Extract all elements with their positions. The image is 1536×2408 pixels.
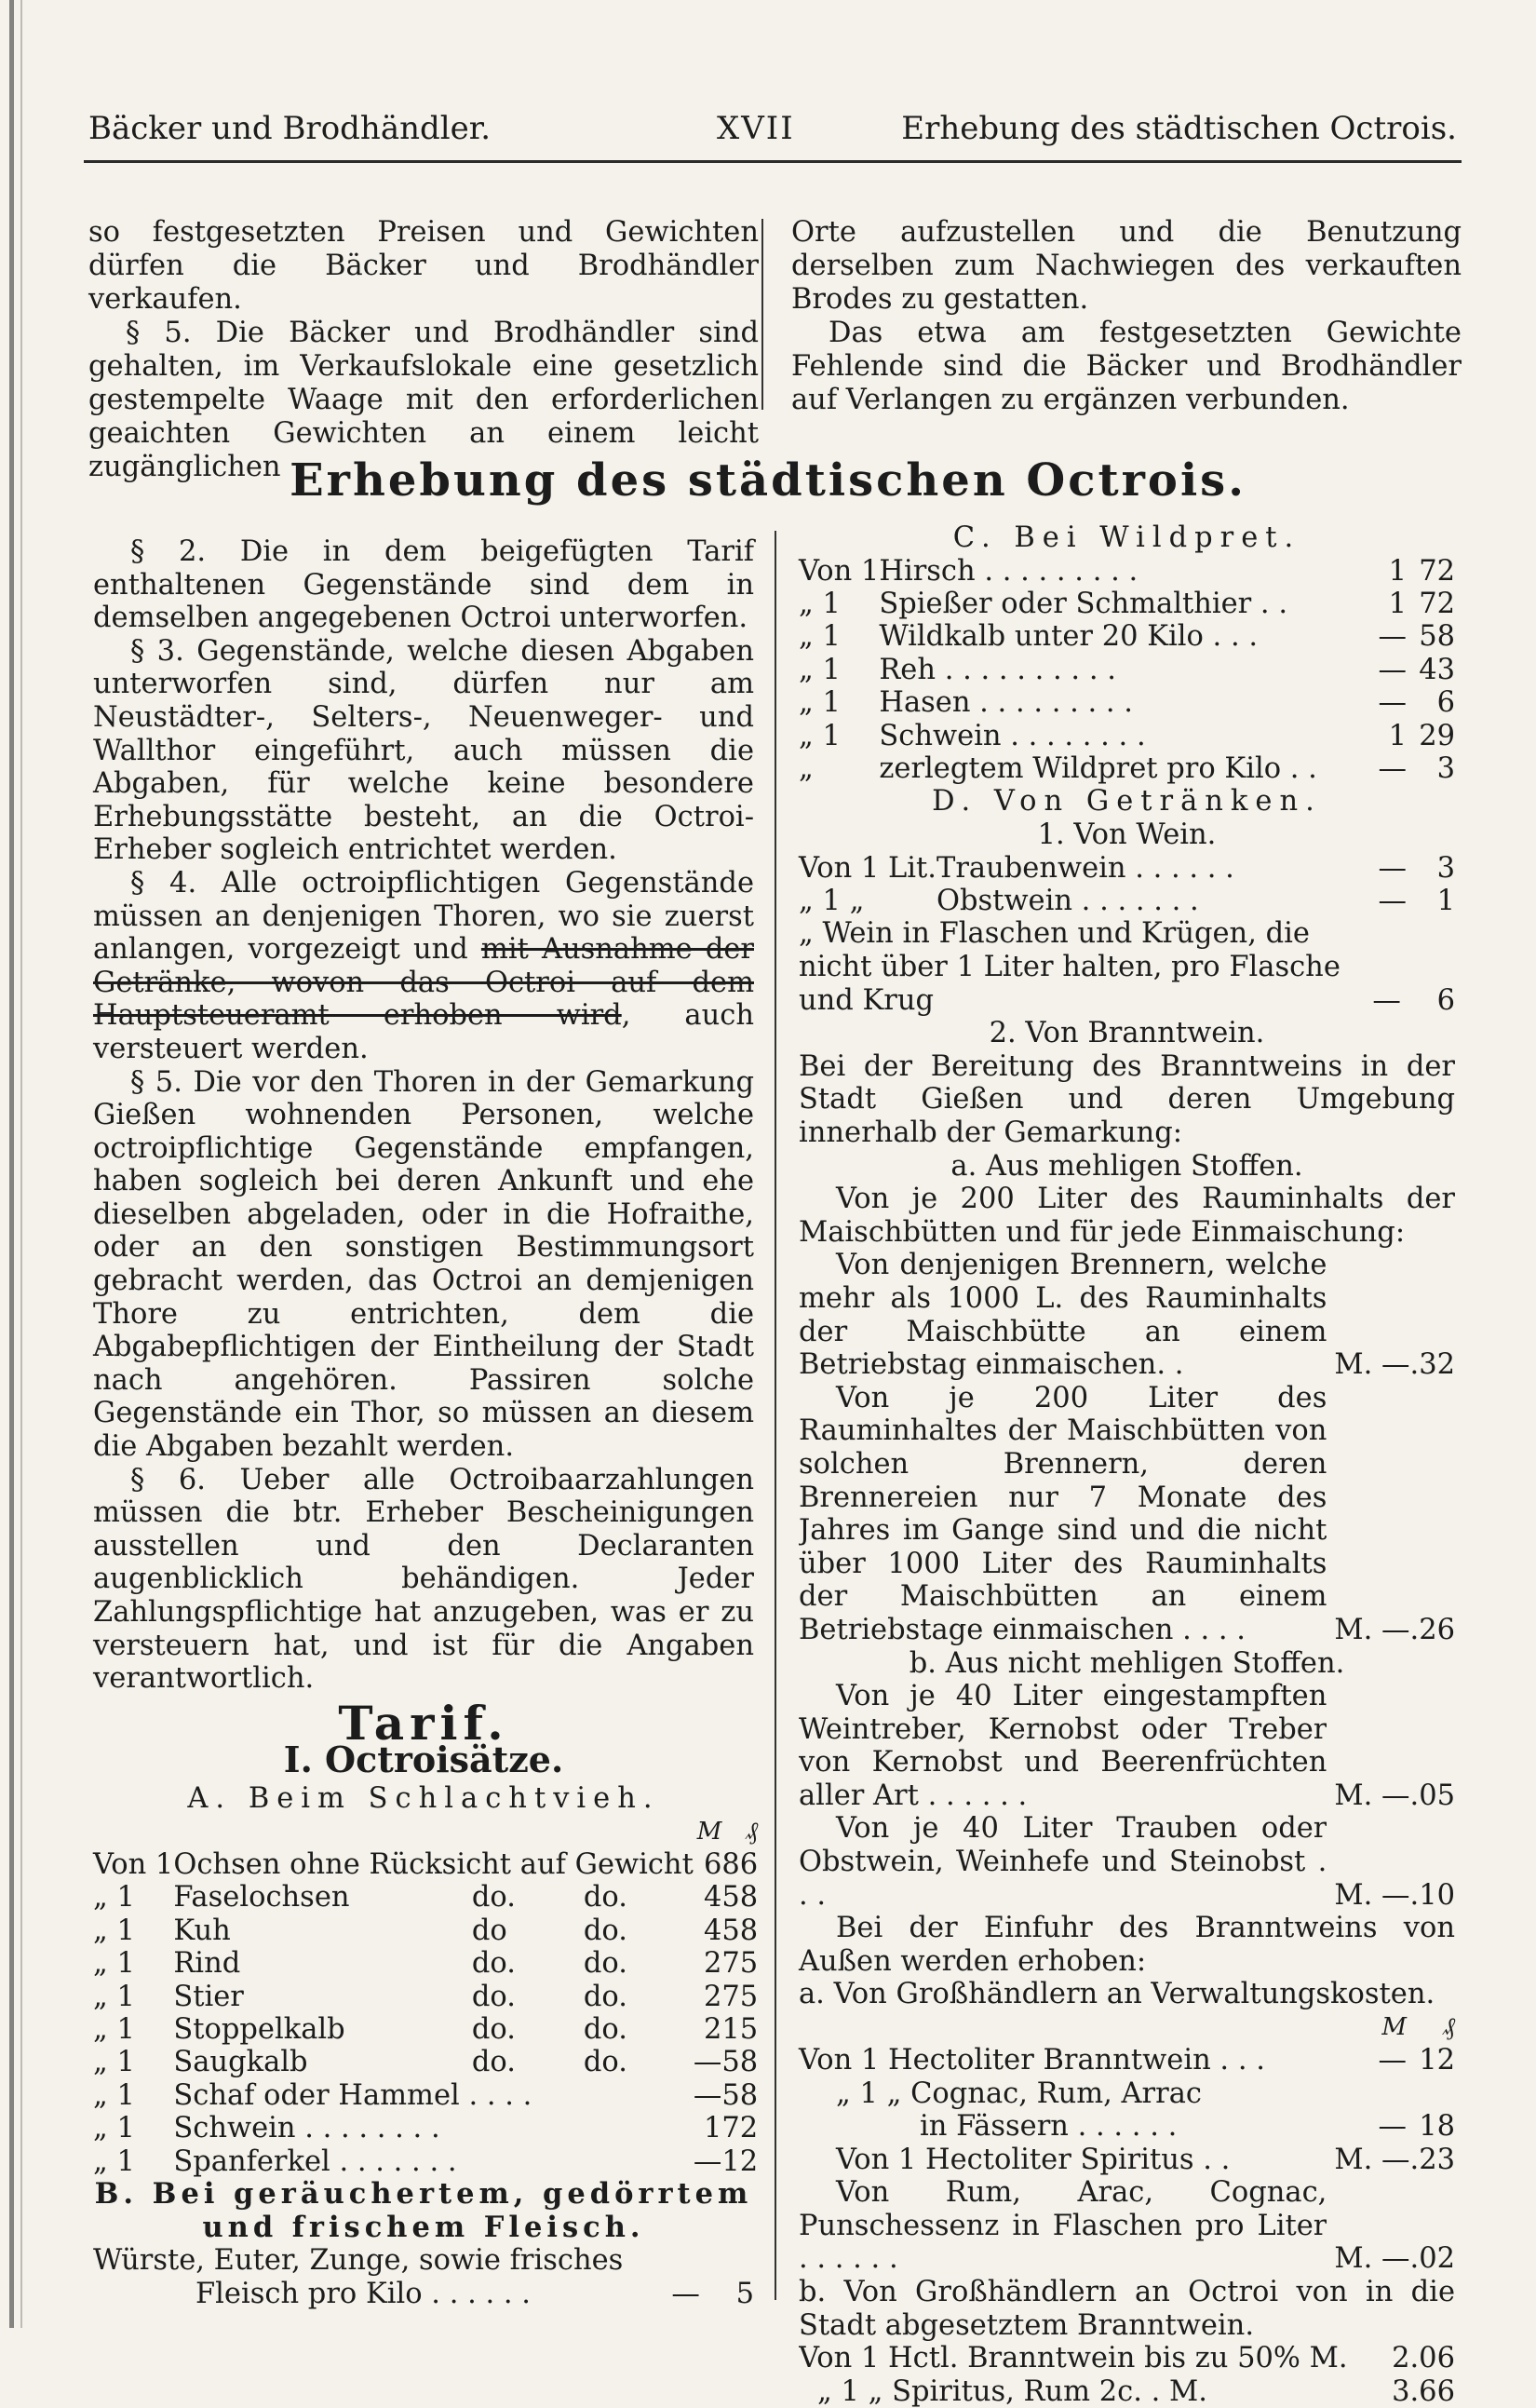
paragraph-3: § 3. Gegenstände, welche diesen Abgaben unterworfen sind, dürfen nur am Neustädter-, Selters-, Neuenweger- und Wallthor eingeführt, auch müssen die Abgaben, für welche keine besondere Erhebungsstätte besteht, an die Octroi-Erheber sogleich entrichtet werden. (93, 634, 754, 867)
header-rule (84, 160, 1462, 163)
scan-edge (9, 0, 14, 2328)
unit-row (93, 1816, 758, 1848)
table-row: „ 1 Wildkalb unter 20 Kilo . . . — 58 (799, 620, 1455, 654)
flour-p2-row: Von denjenigen Brennern, welche mehr als 1000 L. des Rauminhalts der Maischbütte an einem Betriebstag einmaischen. . M. —.32 (799, 1249, 1455, 1382)
continuation-left-p2: § 5. Die Bäcker und Brodhändler sind gehalten, im Verkaufslokale eine gesetzlich gestempelte Waage mit den erforderlichen geaichten Gewichten an einem leicht zugänglichen (88, 317, 759, 483)
paragraph-4-part-b: , auch versteuert werden. (93, 999, 754, 1065)
section-d-heading: D. Von Getränken. (932, 785, 1322, 818)
unit-row (799, 2011, 1455, 2044)
unit-mark: M (1381, 2013, 1407, 2042)
table-row: „ 1 Faselochsen do. do. 4 58 (93, 1881, 759, 1914)
tarif-title: Tarif. (338, 1695, 509, 1751)
table-row: „ 1 „ Obstwein . . . . . . . — 1 (799, 885, 1455, 918)
table-row: „ 1 Spanferkel . . . . . . . — 12 (93, 2144, 759, 2178)
continuation-right-p1: Orte aufzustellen und die Benutzung derselben zum Nachwiegen des verkauften Brodes zu gestatten. (791, 216, 1462, 316)
table-row: Von 1 Lit. Traubenwein . . . . . . — 3 (799, 851, 1455, 885)
paragraph-4-part-a: § 4. Alle octroipflichtigen Gegenstände müssen an denjenigen Thoren, wo sie zuerst anlangen, vorgezeigt und (93, 866, 754, 967)
wine-bottle-row: „ Wein in Flaschen und Krügen, die nicht über 1 Liter halten, pro Flasche und Krug — 6 (799, 917, 1455, 1017)
paragraph-2: § 2. Die in dem beigefügten Tarif enthaltenen Gegenstände sind dem in demselben angegebenen Octroi unterworfen. (93, 535, 754, 635)
tarif-subtitle: I. Octroisätze. (283, 1738, 564, 1781)
import-b-heading: b. Von Großhändlern an Octroi von in die Stadt abgesetztem Branntwein. (799, 2276, 1455, 2342)
continuation-right (791, 216, 1462, 417)
spiritus-row: Von 1 Hectoliter Spiritus . . M. —.23 (836, 2143, 1455, 2176)
octroi-row-1: Von 1 Hctl. Branntwein bis zu 50% M. 2.06 (799, 2342, 1455, 2375)
scan-edge-inner (20, 0, 22, 2328)
wildpret-table (799, 555, 1455, 786)
column-divider (775, 531, 776, 2300)
nonflour-heading: b. Aus nicht mehligen Stoffen. (909, 1646, 1345, 1680)
paragraph-5: § 5. Die vor den Thoren in der Gemarkung Gießen wohnenden Personen, welche octroipflichtige Gegenstände empfangen, haben sogleich bei deren Ankunft und ehe dieselben abgeladen, oder in die Hofraithe, oder an den sonstigen Bestimmungsort gebracht werden, das Octroi an demjenigen Thore zu entrichten, dem die Abgabepflichtigen der Eintheilung der Stadt nach angehören. Passiren solche Gegenstände ein Thor, so müssen an diesem die Abgaben bezahlt werden. (93, 1065, 754, 1464)
right-column (799, 521, 1455, 2408)
table-row: „ 1 Hasen . . . . . . . . . — 6 (799, 686, 1455, 720)
paragraph-6: § 6. Ueber alle Octroibaarzahlungen müssen die btr. Erheber Bescheinigungen ausstellen und den Declaranten augenblicklich behändigen. Jeder Zahlungspflichtige hat anzugeben, was er zu versteuern hat, und ist für die Angaben verantwortlich. (93, 1463, 754, 1696)
table-row: „ zerlegtem Wildpret pro Kilo . . — 3 (799, 752, 1455, 786)
nonflour-p1-row: Von je 40 Liter eingestampften Weintreber, Kernobst oder Treber von Kernobst und Beerenfrüchten aller Art . . . . . . M. —.05 (799, 1680, 1455, 1812)
table-row: Von 1 Ochsen ohne Rücksicht auf Gewicht 6 86 (93, 1847, 759, 1881)
table-row: „ 1 Stoppelkalb do. do. 2 15 (93, 2013, 759, 2046)
flour-p3-row: Von je 200 Liter des Rauminhaltes der Maischbütten von solchen Brennern, deren Brennereien nur 7 Monate des Jahres im Gange sind und die nicht über 1000 Liter des Rauminhalts der Maischbütten an einem Betriebstage einmaischen . . . . M. —.26 (799, 1381, 1455, 1646)
table-row: „ 1 Rind do. do. 2 75 (93, 1947, 759, 1981)
table-row: Von 1 Hirsch . . . . . . . . . 1 72 (799, 554, 1455, 588)
section-b-last-row: Fleisch pro Kilo . . . . . . — 5 (195, 2277, 754, 2310)
slaughter-table (93, 1816, 758, 2178)
page-number: XVII (717, 110, 795, 147)
wine-table (799, 852, 1455, 918)
continuation-left-p1: so festgesetzten Preisen und Gewichten dürfen die Bäcker und Brodhändler verkaufen. (88, 216, 759, 316)
section-a-heading: A. Beim Schlachtvieh. (187, 1781, 660, 1815)
flour-p1: Von je 200 Liter des Rauminhalts der Maischbütten und für jede Einmaischung: (799, 1183, 1455, 1249)
table-row: „ 1 Schwein . . . . . . . . 1 29 (799, 719, 1455, 752)
table-row: „ 1 Schwein . . . . . . . . 1 72 (93, 2112, 759, 2145)
running-head-right: Erhebung des städtischen Octrois. (901, 110, 1457, 147)
table-row: „ 1 Stier do. do. 2 75 (93, 1980, 759, 2013)
unit-pfennig: ₰ (746, 1817, 759, 1846)
table-row: „ 1 „ Cognac, Rum, Arrac (836, 2077, 1202, 2110)
column-divider-top (761, 219, 763, 410)
hectoliter-table (799, 2011, 1455, 2144)
continuation-left (88, 216, 759, 484)
flour-heading: a. Aus mehligen Stoffen. (950, 1149, 1303, 1183)
brandy-intro: Bei der Bereitung des Branntweins in der Stadt Gießen und deren Umgebung innerhalb der Gemarkung: (799, 1049, 1455, 1149)
paragraph-4-struck-text: mit Ausnahme der Getränke, wovon das Octroi auf dem Hauptsteueramt erhoben wird (93, 933, 754, 1033)
import-a-heading: a. Von Großhändlern an Verwaltungskosten. (799, 1978, 1435, 2011)
brandy-heading: 2. Von Branntwein. (989, 1017, 1265, 1050)
table-row: „ 1 Saugkalb do. do. — 58 (93, 2046, 759, 2079)
rum-row: Von Rum, Arac, Cognac, Punschessenz in Flaschen pro Liter . . . . . . M. —.02 (799, 2176, 1455, 2276)
left-column (93, 535, 759, 2310)
running-head-left: Bäcker und Brodhändler. (88, 110, 492, 147)
table-row: „ 1 Kuh do do. 4 58 (93, 1914, 759, 1947)
table-row: „ 1 Spießer oder Schmalthier . . 1 72 (799, 588, 1455, 620)
paragraph-4 (93, 867, 754, 1066)
unit-pfennig: ₰ (1443, 2013, 1455, 2042)
section-b-text: Würste, Euter, Zunge, sowie frisches (93, 2244, 624, 2278)
section-c-heading: C. Bei Wildpret. (952, 521, 1301, 554)
nonflour-p2-row: Von je 40 Liter Trauben oder Obstwein, Weinhefe und Steinobst . . . M. —.10 (799, 1812, 1455, 1912)
section-title: Erhebung des städtischen Octrois. (290, 454, 1246, 507)
wine-heading: 1. Von Wein. (1037, 818, 1217, 852)
import-intro: Bei der Einfuhr des Branntweins von Außen werden erhoben: (799, 1912, 1455, 1978)
table-row: „ 1 Schaf oder Hammel . . . . — 58 (93, 2078, 759, 2112)
unit-mark: M (696, 1817, 722, 1846)
section-b-heading: B. Bei geräuchertem, gedörrtem und frischem Fleisch. (94, 2177, 753, 2244)
table-row: „ 1 Reh . . . . . . . . . . — 43 (799, 653, 1455, 686)
table-row: Von 1 Hectoliter Branntwein . . . — 12 (799, 2044, 1455, 2077)
continuation-right-p2: Das etwa am festgesetzten Gewichte Fehlende sind die Bäcker und Brodhändler auf Verlangen zu ergänzen verbunden. (791, 317, 1462, 416)
octroi-row-2: „ 1 „ Spiritus, Rum 2c. . M. 3.66 (817, 2374, 1455, 2408)
table-row: in Fässern . . . . . . — 18 (920, 2110, 1455, 2144)
